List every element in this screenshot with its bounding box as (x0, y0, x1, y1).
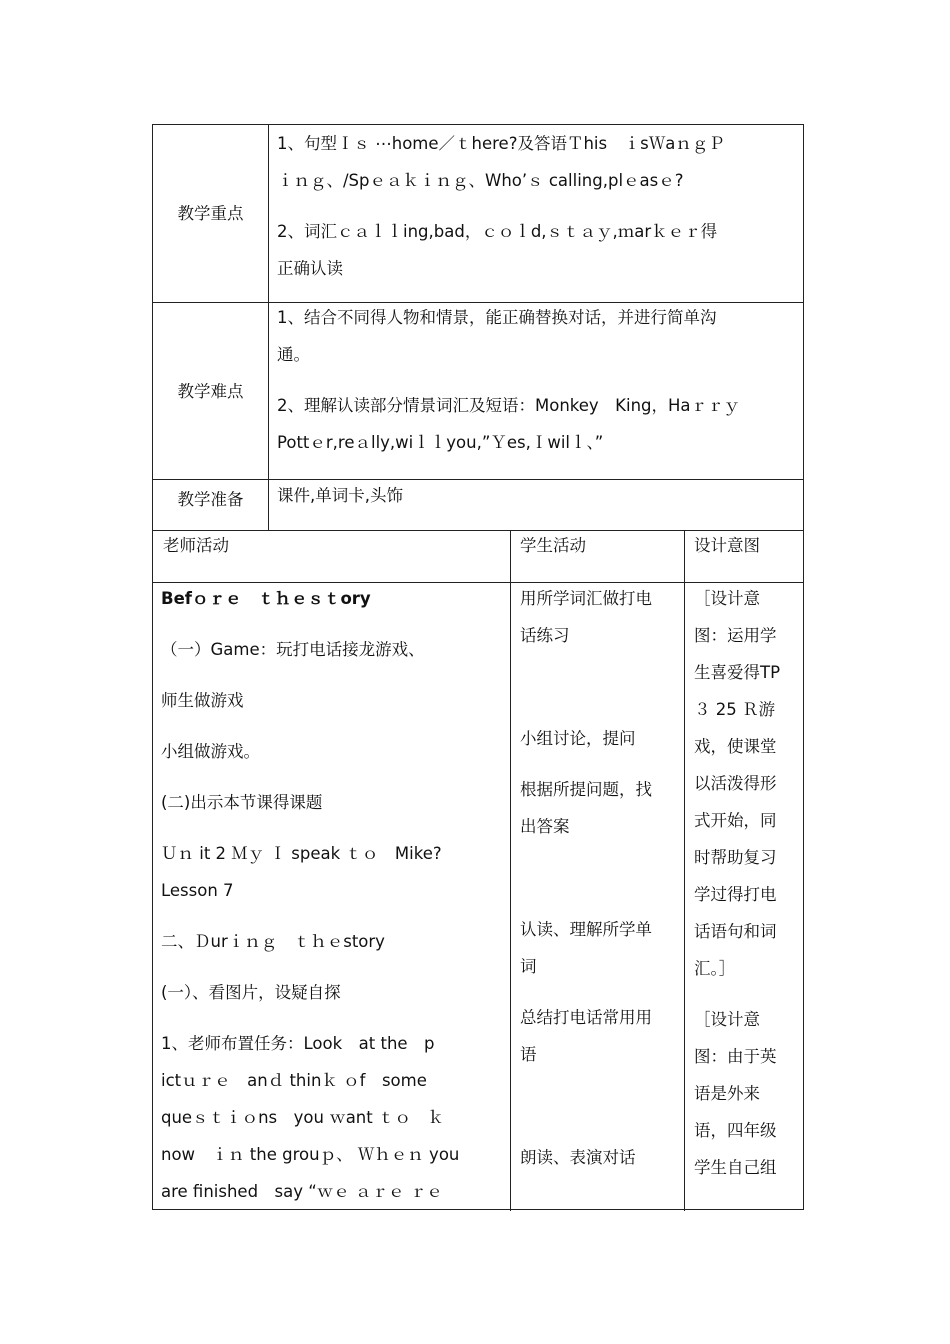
design-line: 话语句和词 (694, 922, 777, 941)
student-line: 小组讨论，提问 (520, 729, 636, 748)
design-line: 学生自己组 (694, 1158, 777, 1177)
teacher-line: ictｕｒｅ anｄ thinｋ ｏf some (161, 1071, 427, 1090)
student-line: 认读、理解所学单 (520, 920, 652, 939)
student-line: 出答案 (520, 817, 570, 836)
design-line: 图：运用学 (694, 626, 777, 645)
preparation-label: 教学准备 (177, 489, 244, 509)
design-line: ３ 25 Ｒ游 (694, 700, 775, 719)
teacher-line: 1、老师布置任务：Look at the p (161, 1034, 435, 1053)
student-line: 词 (520, 957, 537, 976)
key-points-label: 教学重点 (177, 204, 244, 223)
teacher-line: 二、Ｄurｉｎｇ ｔｈｅstory (161, 932, 385, 951)
preparation-content: 课件,单词卡,头饰 (277, 486, 403, 505)
student-line: 用所学词汇做打电 (520, 589, 652, 608)
difficult-points-line: Pottｅr,reａlly,wiｌｌyou,”Ｙes,Ｉwilｌ、” (277, 433, 604, 452)
key-points-content (277, 125, 797, 287)
teacher-line: 师生做游戏 (161, 691, 244, 710)
design-intent-content (694, 580, 798, 1186)
design-line: 汇。］ (694, 959, 736, 978)
teacher-line: now ｉｎ the grouｐ、 Ｗｈｅｎ you (161, 1145, 460, 1164)
teacher-activity-header: 老师活动 (163, 536, 229, 555)
teacher-line: Ｕｎ it 2 Ｍｙ Ｉ speak ｔｏ Mike? (161, 844, 442, 863)
teacher-line: Befｏｒｅ ｔｈｅｓｔory (161, 589, 371, 608)
design-line: 图：由于英 (694, 1047, 777, 1066)
student-line: 根据所提问题，找 (520, 780, 652, 799)
teacher-line: (一）、看图片，设疑自探 (161, 983, 341, 1002)
student-line: 语 (520, 1045, 537, 1064)
student-line: 朗读、表演对话 (520, 1148, 636, 1167)
student-activity-content (520, 580, 680, 1176)
difficult-points-line: 通。 (277, 345, 310, 364)
design-line: 语是外来 (694, 1084, 760, 1103)
key-points-line: ｉｎｇ、/Spｅａｋｉｎｇ、Who’ｓ calling,plｅasｅ? (277, 171, 684, 190)
column-divider (510, 531, 511, 1211)
teacher-line: （一）Game：玩打电话接龙游戏、 (161, 640, 425, 659)
teacher-activity-content (161, 580, 503, 1210)
design-line: 戏，使课堂 (694, 737, 777, 756)
key-points-line: 2、词汇ｃａｌｌing,bad，ｃｏｌd,ｓｔａｙ,ｍarｋｅｒ得 (277, 222, 718, 241)
design-line: 生喜爱得TP (694, 663, 781, 682)
design-intent-header: 设计意图 (694, 536, 760, 555)
teacher-line: 小组做游戏。 (161, 742, 260, 761)
teacher-line: (二)出示本节课得课题 (161, 793, 323, 812)
difficult-points-line: 1、结合不同得人物和情景，能正确替换对话，并进行简单沟 (277, 308, 717, 327)
key-points-line: 正确认读 (277, 259, 343, 278)
design-line: 时帮助复习 (694, 848, 777, 867)
design-line: 语，四年级 (694, 1121, 777, 1140)
design-line: 式开始，同 (694, 811, 777, 830)
difficult-points-line: 2、理解认读部分情景词汇及短语：Monkey King，Haｒｒｙ (277, 396, 741, 415)
difficult-points-label: 教学难点 (177, 381, 244, 401)
column-divider (684, 531, 685, 1211)
teacher-line: Lesson 7 (161, 881, 234, 900)
column-divider (268, 125, 269, 531)
design-line: 学过得打电 (694, 885, 777, 904)
design-line: 以活泼得形 (694, 774, 777, 793)
student-activity-header: 学生活动 (520, 536, 586, 555)
lesson-plan-table (152, 124, 804, 1210)
difficult-points-content (277, 299, 797, 461)
student-line: 话练习 (520, 626, 570, 645)
key-points-line: 1、句型Ｉｓ ⋯home／ｔhere?及答语Ｔhis ｉsＷaｎｇＰ (277, 134, 725, 153)
teacher-line: are finished say “ｗｅ ａｒｅ ｒｅ (161, 1182, 443, 1201)
design-line: ［设计意 (694, 1010, 760, 1029)
teacher-line: queｓｔｉｏns you ｗant ｔｏ ｋ (161, 1108, 444, 1127)
design-line: ［设计意 (694, 589, 760, 608)
student-line: 总结打电话常用用 (520, 1008, 652, 1027)
